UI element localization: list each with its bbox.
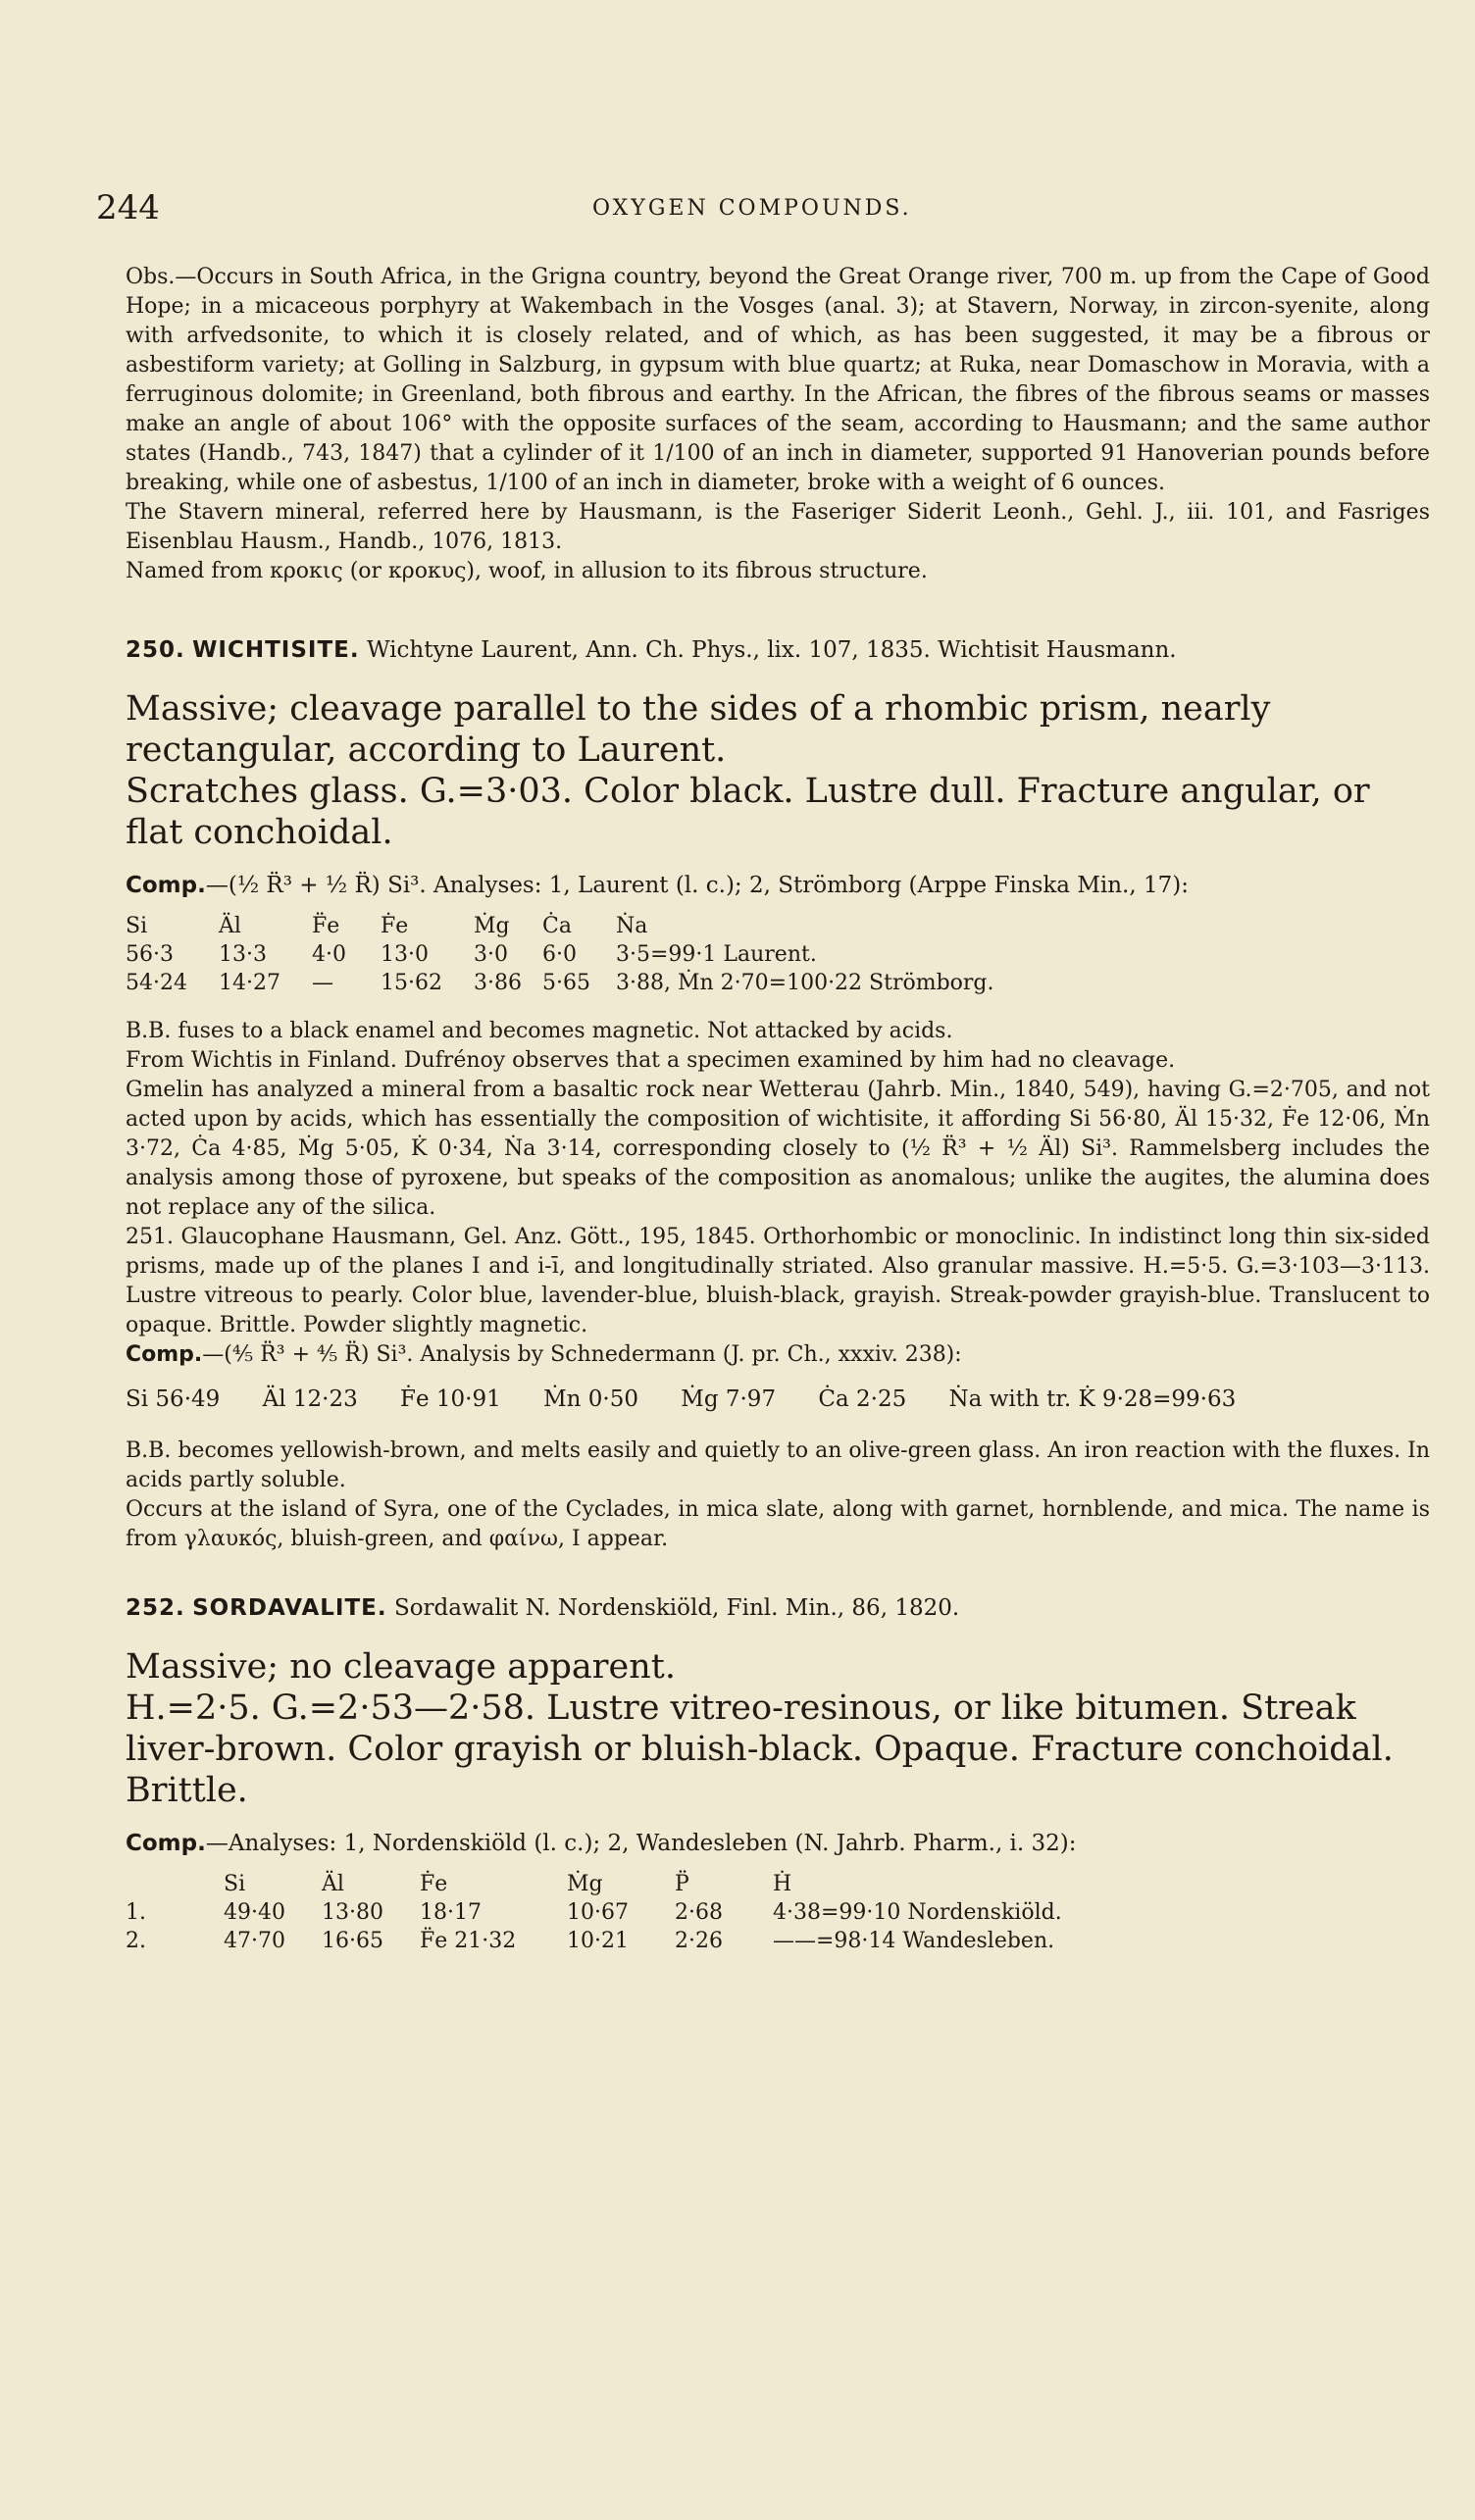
table-header-cell: Ṅa — [616, 914, 648, 938]
table-header-cell: Si — [224, 1872, 246, 1896]
table-cell: ——=98·14 Wandesleben. — [773, 1929, 1055, 1953]
wichtisite-comp-label: Comp. — [126, 873, 206, 898]
table-header-row — [126, 1870, 1062, 1898]
sordavalite-description-2: H.=2·5. G.=2·53—2·58. Lustre vitreo-resinous, or like bitumen. Streak liver-brown. Color grayish or bluish-black. Opaque. Fracture conchoidal. Brittle. — [126, 1688, 1394, 1810]
table-cell: 1. — [126, 1900, 146, 1925]
table-header-cell: Ḟe — [381, 914, 409, 938]
wichtisite-comp-text: —(½ R̈³ + ½ R̈) Si³. Analyses: 1, Laurent (l. c.); 2, Strömborg (Arppe Finska Min., 17): — [205, 873, 1189, 898]
table-header-cell: Ṁg — [474, 914, 510, 938]
table-cell: 18·17 — [420, 1900, 482, 1925]
wichtisite-heading — [126, 635, 1430, 665]
table-cell: 3·5=99·1 Laurent. — [616, 942, 817, 967]
sordavalite-name: SORDAVALITE. — [192, 1595, 387, 1621]
wichtisite-blowpipe: B.B. fuses to a black enamel and becomes magnetic. Not attacked by acids. — [126, 1019, 953, 1043]
wichtisite-number: 250. — [126, 637, 185, 663]
table-cell: 49·40 — [224, 1900, 285, 1925]
crocidolite-stavern-paragraph: The Stavern mineral, referred here by Hausmann, is the Faseriger Siderit Leonh., Gehl. J., iii. 101, and Fasriges Eisenblau Hausm., Handb., 1076, 1813. — [126, 500, 1430, 554]
glaucophane-blowpipe: B.B. becomes yellowish-brown, and melts easily and quietly to an olive-green glass. An iron reaction with the fluxes. In acids partly soluble. — [126, 1438, 1430, 1492]
sordavalite-heading — [126, 1593, 1430, 1623]
page-header — [96, 188, 1430, 227]
sordavalite-comp-label: Comp. — [126, 1831, 206, 1856]
analysis-value: Äl 12·23 — [262, 1386, 358, 1412]
table-cell: 54·24 — [126, 971, 187, 995]
page-body — [126, 263, 1430, 1975]
glaucophane-occurrence: Occurs at the island of Syra, one of the Cyclades, in mica slate, along with garnet, hornblende, and mica. The name is from γλαυκός, bluish-green, and φαίνω, I appear. — [126, 1497, 1430, 1551]
analysis-value: Ṁg 7·97 — [681, 1386, 777, 1412]
wichtisite-description-2: Scratches glass. G.=3·03. Color black. Lustre dull. Fracture angular, or flat conchoidal. — [126, 772, 1370, 852]
table-header-row — [126, 912, 994, 940]
table-header-cell: Äl — [322, 1872, 344, 1896]
analysis-value: Ḟe 10·91 — [400, 1386, 501, 1412]
glaucophane-paragraph: 251. Glaucophane Hausmann, Gel. Anz. Gött., 195, 1845. Orthorhombic or monoclinic. In indistinct long thin six-sided prisms, made up of the planes I and i-ī, and longitudinally striated. Also granular massive. H.=5·5. G.=3·103—3·113. Lustre vitreous to pearly. Color blue, lavender-blue, bluish-black, grayish. Streak-powder grayish-blue. Translucent to opaque. Brittle. Powder slightly magnetic. — [126, 1225, 1430, 1337]
table-cell: 10·67 — [567, 1900, 629, 1925]
sordavalite-synonyms: Sordawalit N. Nordenskiöld, Finl. Min., 86, 1820. — [393, 1595, 960, 1621]
glaucophane-comp-text: —(⅘ R̈³ + ⅘ R̈) Si³. Analysis by Schnedermann (J. pr. Ch., xxxiv. 238): — [202, 1342, 962, 1367]
table-cell: 13·80 — [322, 1900, 383, 1925]
glaucophane-composition — [126, 1340, 1430, 1370]
analysis-value: Si 56·49 — [126, 1386, 221, 1412]
table-cell: F̈e 21·32 — [420, 1929, 517, 1953]
table-row — [126, 969, 994, 997]
running-title: OXYGEN COMPOUNDS. — [592, 196, 912, 221]
table-header-cell: F̈e — [312, 914, 340, 938]
table-cell: 3·88, Ṁn 2·70=100·22 Strömborg. — [616, 971, 994, 995]
table-header-cell: Ṁg — [567, 1872, 603, 1896]
crocidolite-obs-paragraph: Obs.—Occurs in South Africa, in the Grigna country, beyond the Great Orange river, 700 m. up from the Cape of Good Hope; in a micaceous porphyry at Wakembach in the Vosges (anal. 3); at Stavern, Norway, in zircon-syenite, along with arfvedsonite, to which it is closely related, and of which, as has been suggested, it may be a fibrous or asbestiform variety; at Golling in Salzburg, in gypsum with blue quartz; at Ruka, near Domaschow in Moravia, with a ferruginous dolomite; in Greenland, both fibrous and earthy. In the African, the fibres of the fibrous seams or masses make an angle of about 106° with the opposite surfaces of the seam, according to Hausmann; and the same author states (Handb., 743, 1847) that a cylinder of it 1/100 of an inch in diameter, supported 91 Hanoverian pounds before breaking, while one of asbestus, 1/100 of an inch in diameter, broke with a weight of 6 ounces. — [126, 265, 1430, 495]
crocidolite-name-paragraph: Named from κροκις (or κροκυς), woof, in allusion to its fibrous structure. — [126, 559, 928, 583]
table-row — [126, 1898, 1062, 1927]
table-cell: 47·70 — [224, 1929, 285, 1953]
glaucophane-comp-label: Comp. — [126, 1342, 203, 1367]
analysis-value: Ċa 2·25 — [818, 1386, 907, 1412]
table-cell: 3·86 — [474, 971, 522, 995]
table-cell: 10·21 — [567, 1929, 629, 1953]
sordavalite-description-1: Massive; no cleavage apparent. — [126, 1647, 676, 1687]
table-cell: 14·27 — [219, 971, 280, 995]
table-row — [126, 940, 994, 969]
wichtisite-analysis-table — [126, 912, 994, 997]
table-cell: 13·3 — [219, 942, 267, 967]
wichtisite-synonyms: Wichtyne Laurent, Ann. Ch. Phys., lix. 107, 1835. Wichtisit Hausmann. — [366, 637, 1177, 663]
table-cell: 13·0 — [381, 942, 429, 967]
table-cell: 56·3 — [126, 942, 174, 967]
table-cell: 15·62 — [381, 971, 442, 995]
wichtisite-description-1: Massive; cleavage parallel to the sides of a rhombic prism, nearly rectangular, according to Laurent. — [126, 689, 1271, 770]
table-header-cell: Si — [126, 914, 148, 938]
table-row — [126, 1927, 1062, 1955]
analysis-value: Ṅa with tr. K̇ 9·28=99·63 — [948, 1386, 1237, 1412]
table-cell: 5·65 — [542, 971, 590, 995]
table-cell: 2·68 — [675, 1900, 723, 1925]
sordavalite-comp-text: —Analyses: 1, Nordenskiöld (l. c.); 2, Wandesleben (N. Jahrb. Pharm., i. 32): — [205, 1831, 1077, 1856]
table-header-cell: Ċa — [542, 914, 572, 938]
table-header-cell: P̈ — [675, 1872, 689, 1896]
table-cell: 2. — [126, 1929, 146, 1953]
sordavalite-analysis-table — [126, 1870, 1062, 1955]
table-header-cell: Ḣ — [773, 1872, 792, 1896]
wichtisite-gmelin-note: Gmelin has analyzed a mineral from a basaltic rock near Wetterau (Jahrb. Min., 1840, 549), having G.=2·705, and not acted upon by acids, which has essentially the composition of wichtisite, it affording Si 56·80, Äl 15·32, Ḟe 12·06, Ṁn 3·72, Ċa 4·85, Ṁg 5·05, K̇ 0·34, Ṅa 3·14, corresponding closely to (½ R̈³ + ½ Äl) Si³. Rammelsberg includes the analysis among those of pyroxene, but speaks of the composition as anomalous; unlike the augites, the alumina does not replace any of the silica. — [126, 1078, 1430, 1220]
table-cell: 4·0 — [312, 942, 346, 967]
table-cell: 2·26 — [675, 1929, 723, 1953]
table-header-cell — [126, 1870, 224, 1898]
table-cell: 16·65 — [322, 1929, 383, 1953]
sordavalite-number: 252. — [126, 1595, 185, 1621]
wichtisite-locality: From Wichtis in Finland. Dufrénoy observes that a specimen examined by him had no cleavage. — [126, 1048, 1176, 1073]
table-header-cell: Ḟe — [420, 1872, 448, 1896]
table-cell: — — [312, 971, 333, 995]
glaucophane-analysis — [126, 1384, 1430, 1415]
analysis-value: Ṁn 0·50 — [543, 1386, 638, 1412]
wichtisite-name: WICHTISITE. — [192, 637, 360, 663]
wichtisite-composition — [126, 871, 1430, 900]
table-cell: 4·38=99·10 Nordenskiöld. — [773, 1900, 1062, 1925]
table-cell: 6·0 — [542, 942, 577, 967]
table-header-cell: Äl — [219, 914, 241, 938]
page-number: 244 — [96, 188, 160, 227]
sordavalite-composition — [126, 1829, 1430, 1858]
table-cell: 3·0 — [474, 942, 508, 967]
